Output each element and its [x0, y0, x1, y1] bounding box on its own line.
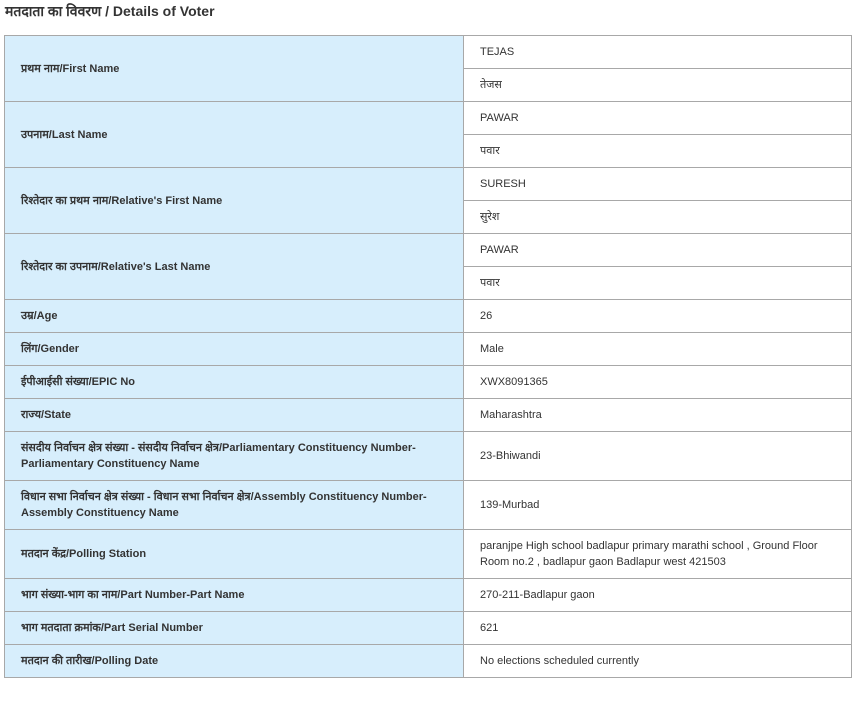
row-polling-date [5, 645, 852, 678]
row-part-serial-number [5, 612, 852, 645]
value-relative-first-name-english: SURESH [464, 168, 852, 201]
label-assembly-constituency: विधान सभा निर्वाचन क्षेत्र संख्या - विधान सभा निर्वाचन क्षेत्र/Assembly Constituency Number-Assembly Constituency Name [5, 481, 464, 530]
row-gender [5, 333, 852, 366]
label-state: राज्य/State [5, 399, 464, 432]
row-parliamentary-constituency [5, 432, 852, 481]
row-state [5, 399, 852, 432]
value-parliamentary-constituency: 23-Bhiwandi [464, 432, 852, 481]
row-relative-last-name [5, 234, 852, 267]
label-parliamentary-constituency: संसदीय निर्वाचन क्षेत्र संख्या - संसदीय निर्वाचन क्षेत्र/Parliamentary Constituency Number-Parliamentary Constituency Name [5, 432, 464, 481]
label-last-name: उपनाम/Last Name [5, 102, 464, 168]
label-polling-date: मतदान की तारीख/Polling Date [5, 645, 464, 678]
value-relative-first-name-hindi: सुरेश [464, 201, 852, 234]
value-first-name-english: TEJAS [464, 36, 852, 69]
value-last-name-hindi: पवार [464, 135, 852, 168]
value-part-serial-number: 621 [464, 612, 852, 645]
value-state: Maharashtra [464, 399, 852, 432]
value-part-number-name: 270-211-Badlapur gaon [464, 579, 852, 612]
value-last-name-english: PAWAR [464, 102, 852, 135]
value-assembly-constituency: 139-Murbad [464, 481, 852, 530]
value-first-name-hindi: तेजस [464, 69, 852, 102]
value-age: 26 [464, 300, 852, 333]
value-polling-station: paranjpe High school badlapur primary marathi school , Ground Floor Room no.2 , badlapur gaon Badlapur west 421503 [464, 530, 852, 579]
row-relative-first-name [5, 168, 852, 201]
value-polling-date: No elections scheduled currently [464, 645, 852, 678]
row-polling-station [5, 530, 852, 579]
label-relative-last-name: रिश्तेदार का उपनाम/Relative's Last Name [5, 234, 464, 300]
value-gender: Male [464, 333, 852, 366]
row-assembly-constituency [5, 481, 852, 530]
voter-details-table [4, 35, 852, 678]
label-relative-first-name: रिश्तेदार का प्रथम नाम/Relative's First Name [5, 168, 464, 234]
label-first-name: प्रथम नाम/First Name [5, 36, 464, 102]
label-gender: लिंग/Gender [5, 333, 464, 366]
label-epic-no: ईपीआईसी संख्या/EPIC No [5, 366, 464, 399]
label-age: उम्र/Age [5, 300, 464, 333]
label-part-number-name: भाग संख्या-भाग का नाम/Part Number-Part Name [5, 579, 464, 612]
row-part-number-name [5, 579, 852, 612]
value-epic-no: XWX8091365 [464, 366, 852, 399]
label-polling-station: मतदान केंद्र/Polling Station [5, 530, 464, 579]
page-title: मतदाता का विवरण / Details of Voter [5, 3, 215, 19]
row-first-name [5, 36, 852, 69]
value-relative-last-name-hindi: पवार [464, 267, 852, 300]
label-part-serial-number: भाग मतदाता क्रमांक/Part Serial Number [5, 612, 464, 645]
row-age [5, 300, 852, 333]
row-epic-no [5, 366, 852, 399]
value-relative-last-name-english: PAWAR [464, 234, 852, 267]
row-last-name [5, 102, 852, 135]
